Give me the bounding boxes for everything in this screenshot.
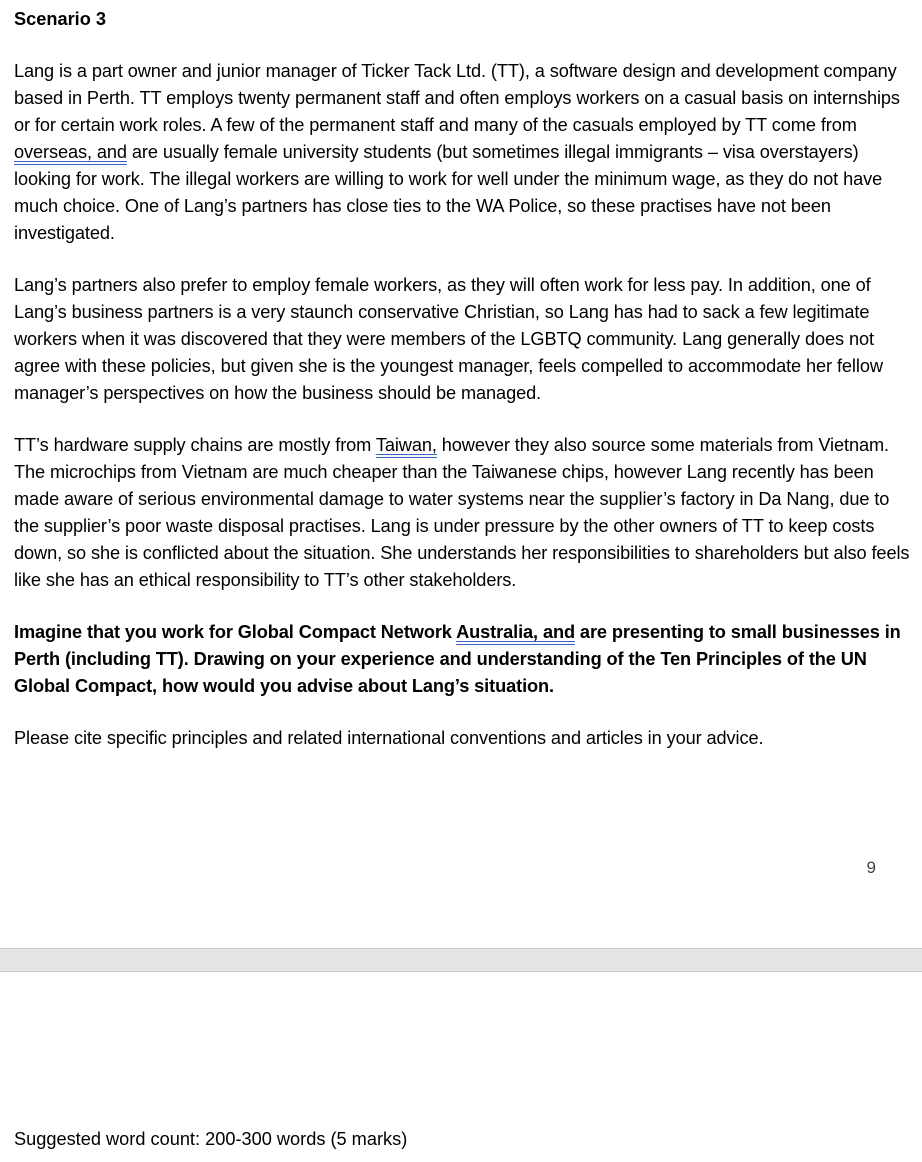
word-count-note: Suggested word count: 200-300 words (5 marks) — [14, 1129, 408, 1149]
scenario-paragraph-3 — [14, 432, 914, 594]
scenario-heading: Scenario 3 — [14, 9, 106, 29]
grammar-flag-australia[interactable]: Australia, and — [456, 622, 575, 642]
task-question-text-a: Imagine that you work for Global Compact Network — [14, 622, 457, 642]
scenario-paragraph-2: Lang’s partners also prefer to employ female workers, as they will often work for less pay. In addition, one of Lang’s business partners is a very staunch conservative Christian, so Lang has had to sack a few legitimate workers when it was discovered that they were members of the LGBTQ community. Lang generally does not agree with these policies, but given she is the youngest manager, feels compelled to accommodate her fellow manager’s perspectives on how the business should be managed. — [14, 275, 883, 403]
page-number: 9 — [866, 858, 876, 877]
citation-instruction: Please cite specific principles and related international conventions and articles in your advice. — [14, 728, 764, 748]
grammar-flag-overseas[interactable]: overseas, and — [14, 142, 127, 162]
task-question — [14, 619, 914, 700]
scenario-paragraph-1 — [14, 58, 914, 247]
paragraph-3-text-a: TT’s hardware supply chains are mostly from — [14, 435, 376, 455]
task-question-text-b: are presenting to small businesses in Perth (including TT). Drawing on your experience and understanding of the Ten Principles of the UN Global Compact, how would you advise about Lang’s situation. — [14, 622, 901, 696]
page-break-gap — [0, 948, 922, 972]
page-content — [14, 6, 914, 777]
paragraph-1-text-b: are usually female university students (but sometimes illegal immigrants – visa overstayers) looking for work. The illegal workers are willing to work for well under the minimum wage, as they do not have much choice. One of Lang’s partners has close ties to the WA Police, so these practises have not been investigated. — [14, 142, 883, 243]
paragraph-1-text-a: Lang is a part owner and junior manager of Ticker Tack Ltd. (TT), a software design and development company based in Perth. TT employs twenty permanent staff and often employs workers on a casual basis on internships or for certain work roles. A few of the permanent staff and many of the casuals employed by TT come from — [14, 61, 900, 135]
grammar-flag-taiwan[interactable]: Taiwan, — [375, 435, 437, 455]
paragraph-3-text-b: however they also source some materials from Vietnam. The microchips from Vietnam are much cheaper than the Taiwanese chips, however Lang recently has been made aware of serious environmental damage to water systems near the supplier’s factory in Da Nang, due to the supplier’s poor waste disposal practises. Lang is under pressure by the other owners of TT to keep costs down, so she is conflicted about the situation. She understands her responsibilities to shareholders but also feels like she has an ethical responsibility to TT’s other stakeholders. — [14, 435, 910, 590]
